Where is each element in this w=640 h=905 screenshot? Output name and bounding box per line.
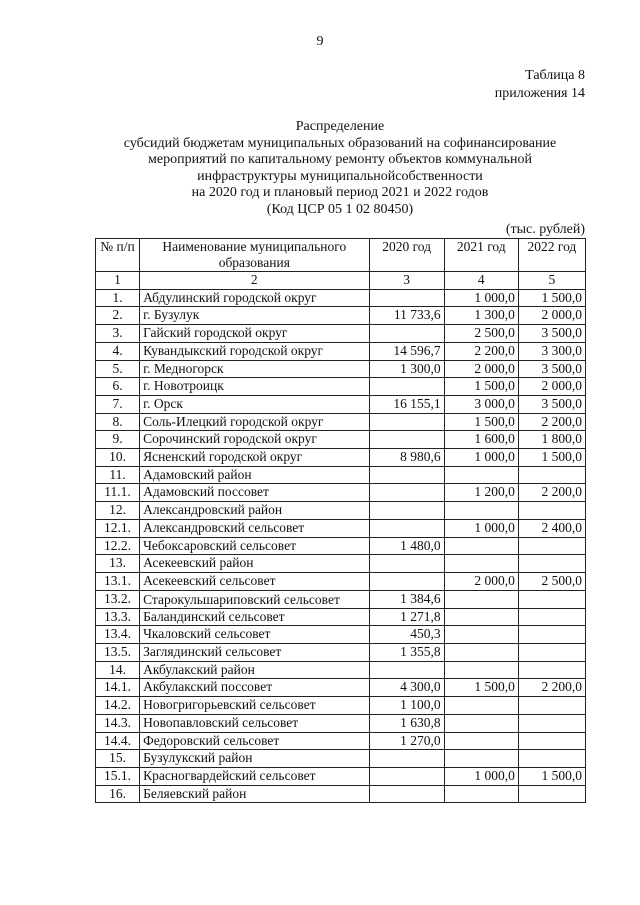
value-2022 <box>518 555 585 573</box>
table-row <box>96 750 586 768</box>
table-row <box>96 342 586 360</box>
title-line: на 2020 год и плановый период 2021 и 2022 годов <box>191 185 489 200</box>
unit-label: (тыс. рублей) <box>505 222 585 237</box>
municipality-name: Новопавловский сельсовет <box>140 714 369 732</box>
table-row <box>96 360 586 378</box>
value-2022: 2 200,0 <box>518 679 585 697</box>
value-2022 <box>518 644 585 662</box>
value-2020: 4 300,0 <box>369 679 444 697</box>
row-number: 6. <box>96 378 140 396</box>
value-2020: 14 596,7 <box>369 342 444 360</box>
municipality-name: Чебоксаровский сельсовет <box>140 537 369 555</box>
value-2020: 1 480,0 <box>369 537 444 555</box>
table-row <box>96 519 586 537</box>
table-row <box>96 537 586 555</box>
value-2020 <box>369 767 444 785</box>
value-2020: 16 155,1 <box>369 395 444 413</box>
value-2022 <box>518 608 585 626</box>
value-2021: 1 000,0 <box>444 289 518 307</box>
municipality-name: Гайский городской округ <box>140 325 369 343</box>
value-2021 <box>444 626 518 644</box>
value-2020 <box>369 750 444 768</box>
appendix-reference: приложения 14 <box>494 86 585 101</box>
value-2020 <box>369 502 444 520</box>
table-row <box>96 679 586 697</box>
header-row <box>96 239 586 272</box>
value-2022 <box>518 502 585 520</box>
table-row <box>96 484 586 502</box>
row-number: 12.1. <box>96 519 140 537</box>
subsidy-table <box>95 238 586 803</box>
row-number: 13.5. <box>96 644 140 662</box>
row-number: 8. <box>96 413 140 431</box>
value-2021: 1 500,0 <box>444 378 518 396</box>
value-2020: 11 733,6 <box>369 307 444 325</box>
value-2022: 1 800,0 <box>518 431 585 449</box>
row-number: 12.2. <box>96 537 140 555</box>
value-2021 <box>444 537 518 555</box>
row-number: 4. <box>96 342 140 360</box>
municipality-name: Кувандыкский городской округ <box>140 342 369 360</box>
value-2022 <box>518 661 585 679</box>
municipality-name: Акбулакский район <box>140 661 369 679</box>
column-index: 1 <box>96 272 140 290</box>
header-2020: 2020 год <box>369 239 444 272</box>
table-row <box>96 431 586 449</box>
value-2022 <box>518 537 585 555</box>
municipality-name: Беляевский район <box>140 785 369 803</box>
value-2022: 3 500,0 <box>518 360 585 378</box>
row-number: 13.3. <box>96 608 140 626</box>
table-row <box>96 732 586 750</box>
value-2020 <box>369 289 444 307</box>
municipality-name: г. Новотроицк <box>140 378 369 396</box>
table-row <box>96 626 586 644</box>
row-number: 3. <box>96 325 140 343</box>
value-2021: 1 200,0 <box>444 484 518 502</box>
row-number: 11. <box>96 466 140 484</box>
row-number: 1. <box>96 289 140 307</box>
value-2022: 2 000,0 <box>518 378 585 396</box>
value-2021 <box>444 697 518 715</box>
municipality-name: Абдулинский городской округ <box>140 289 369 307</box>
municipality-name: Адамовский район <box>140 466 369 484</box>
value-2020 <box>369 661 444 679</box>
row-number: 9. <box>96 431 140 449</box>
value-2020 <box>369 572 444 590</box>
value-2022 <box>518 750 585 768</box>
header-2022: 2022 год <box>518 239 585 272</box>
row-number: 14.4. <box>96 732 140 750</box>
value-2021: 1 600,0 <box>444 431 518 449</box>
table-row <box>96 697 586 715</box>
column-index-row <box>96 272 586 290</box>
value-2021: 1 500,0 <box>444 413 518 431</box>
header-number: № п/п <box>96 239 140 272</box>
title-line: Распределение <box>295 119 385 134</box>
value-2020: 1 300,0 <box>369 360 444 378</box>
municipality-name: Федоровский сельсовет <box>140 732 369 750</box>
value-2021: 1 000,0 <box>444 767 518 785</box>
table-row <box>96 608 586 626</box>
municipality-name: Асекеевский район <box>140 555 369 573</box>
value-2022 <box>518 466 585 484</box>
table-row <box>96 502 586 520</box>
value-2021: 3 000,0 <box>444 395 518 413</box>
table-row <box>96 767 586 785</box>
value-2022: 3 500,0 <box>518 395 585 413</box>
column-index: 2 <box>140 272 369 290</box>
value-2020 <box>369 413 444 431</box>
municipality-name: г. Бузулук <box>140 307 369 325</box>
title-line: субсидий бюджетам муниципальных образований на софинансирование <box>123 135 557 151</box>
value-2022 <box>518 732 585 750</box>
value-2021 <box>444 590 518 608</box>
value-2021 <box>444 714 518 732</box>
table-row <box>96 644 586 662</box>
row-number: 5. <box>96 360 140 378</box>
municipality-name: Сорочинский городской округ <box>140 431 369 449</box>
header-name: Наименование муниципального образования <box>140 239 369 272</box>
title-line: мероприятий по капитальному ремонту объектов коммунальной <box>148 152 532 167</box>
column-index: 5 <box>518 272 585 290</box>
table-row <box>96 590 586 608</box>
row-number: 7. <box>96 395 140 413</box>
value-2022 <box>518 590 585 608</box>
row-number: 15. <box>96 750 140 768</box>
municipality-name: Асекеевский сельсовет <box>140 572 369 590</box>
table-row <box>96 449 586 467</box>
value-2022: 2 200,0 <box>518 413 585 431</box>
municipality-name: Акбулакский поссовет <box>140 679 369 697</box>
value-2021 <box>444 661 518 679</box>
value-2021 <box>444 644 518 662</box>
value-2022: 1 500,0 <box>518 289 585 307</box>
row-number: 13.1. <box>96 572 140 590</box>
municipality-name: Бузулукский район <box>140 750 369 768</box>
municipality-name: Старокульшариповский сельсовет <box>140 590 369 608</box>
table-row <box>96 307 586 325</box>
value-2022: 2 500,0 <box>518 572 585 590</box>
page-number: 9 <box>316 34 324 49</box>
row-number: 15.1. <box>96 767 140 785</box>
value-2022: 2 400,0 <box>518 519 585 537</box>
value-2021: 1 300,0 <box>444 307 518 325</box>
row-number: 13. <box>96 555 140 573</box>
value-2021 <box>444 785 518 803</box>
municipality-name: Александровский район <box>140 502 369 520</box>
value-2021: 2 500,0 <box>444 325 518 343</box>
row-number: 13.4. <box>96 626 140 644</box>
value-2022: 2 200,0 <box>518 484 585 502</box>
value-2022: 2 000,0 <box>518 307 585 325</box>
row-number: 11.1. <box>96 484 140 502</box>
value-2022: 3 500,0 <box>518 325 585 343</box>
table-row <box>96 466 586 484</box>
value-2021: 2 000,0 <box>444 360 518 378</box>
value-2020 <box>369 378 444 396</box>
table-row <box>96 785 586 803</box>
value-2022: 1 500,0 <box>518 767 585 785</box>
table-row <box>96 661 586 679</box>
row-number: 14.2. <box>96 697 140 715</box>
municipality-name: Баландинский сельсовет <box>140 608 369 626</box>
table-row <box>96 325 586 343</box>
column-index: 3 <box>369 272 444 290</box>
value-2020 <box>369 785 444 803</box>
value-2021 <box>444 555 518 573</box>
value-2021 <box>444 732 518 750</box>
municipality-name: Ясненский городской округ <box>140 449 369 467</box>
value-2020: 8 980,6 <box>369 449 444 467</box>
value-2021: 2 200,0 <box>444 342 518 360</box>
municipality-name: Соль-Илецкий городской округ <box>140 413 369 431</box>
row-number: 16. <box>96 785 140 803</box>
value-2021 <box>444 502 518 520</box>
header-2021: 2021 год <box>444 239 518 272</box>
value-2020: 1 100,0 <box>369 697 444 715</box>
value-2022 <box>518 785 585 803</box>
row-number: 2. <box>96 307 140 325</box>
row-number: 14.3. <box>96 714 140 732</box>
document-title <box>95 119 585 218</box>
table-reference: Таблица 8 <box>525 68 585 83</box>
table-row <box>96 714 586 732</box>
municipality-name: Красногвардейский сельсовет <box>140 767 369 785</box>
table-row <box>96 413 586 431</box>
value-2021: 1 000,0 <box>444 519 518 537</box>
municipality-name: Новогригорьевский сельсовет <box>140 697 369 715</box>
value-2022 <box>518 626 585 644</box>
municipality-name: г. Медногорск <box>140 360 369 378</box>
municipality-name: Чкаловский сельсовет <box>140 626 369 644</box>
value-2021: 1 500,0 <box>444 679 518 697</box>
municipality-name: Александровский сельсовет <box>140 519 369 537</box>
title-line: (Код ЦСР 05 1 02 80450) <box>266 201 414 217</box>
table-body <box>96 289 586 803</box>
municipality-name: Заглядинский сельсовет <box>140 644 369 662</box>
value-2021: 1 000,0 <box>444 449 518 467</box>
title-line: инфраструктуры муниципальнойсобственности <box>197 168 483 184</box>
value-2022: 3 300,0 <box>518 342 585 360</box>
value-2022: 1 500,0 <box>518 449 585 467</box>
row-number: 14. <box>96 661 140 679</box>
municipality-name: г. Орск <box>140 395 369 413</box>
table-row <box>96 378 586 396</box>
value-2021 <box>444 608 518 626</box>
value-2021: 2 000,0 <box>444 572 518 590</box>
value-2021 <box>444 466 518 484</box>
value-2020 <box>369 484 444 502</box>
table-row <box>96 395 586 413</box>
row-number: 14.1. <box>96 679 140 697</box>
value-2020 <box>369 466 444 484</box>
value-2021 <box>444 750 518 768</box>
value-2020: 1 355,8 <box>369 644 444 662</box>
value-2020 <box>369 325 444 343</box>
value-2020 <box>369 431 444 449</box>
row-number: 13.2. <box>96 590 140 608</box>
value-2020: 1 630,8 <box>369 714 444 732</box>
value-2022 <box>518 714 585 732</box>
column-index: 4 <box>444 272 518 290</box>
value-2020 <box>369 555 444 573</box>
table-row <box>96 572 586 590</box>
value-2020: 1 271,8 <box>369 608 444 626</box>
value-2022 <box>518 697 585 715</box>
row-number: 10. <box>96 449 140 467</box>
table-row <box>96 289 586 307</box>
table-row <box>96 555 586 573</box>
row-number: 12. <box>96 502 140 520</box>
value-2020: 1 384,6 <box>369 590 444 608</box>
value-2020: 1 270,0 <box>369 732 444 750</box>
value-2020: 450,3 <box>369 626 444 644</box>
value-2020 <box>369 519 444 537</box>
municipality-name: Адамовский поссовет <box>140 484 369 502</box>
